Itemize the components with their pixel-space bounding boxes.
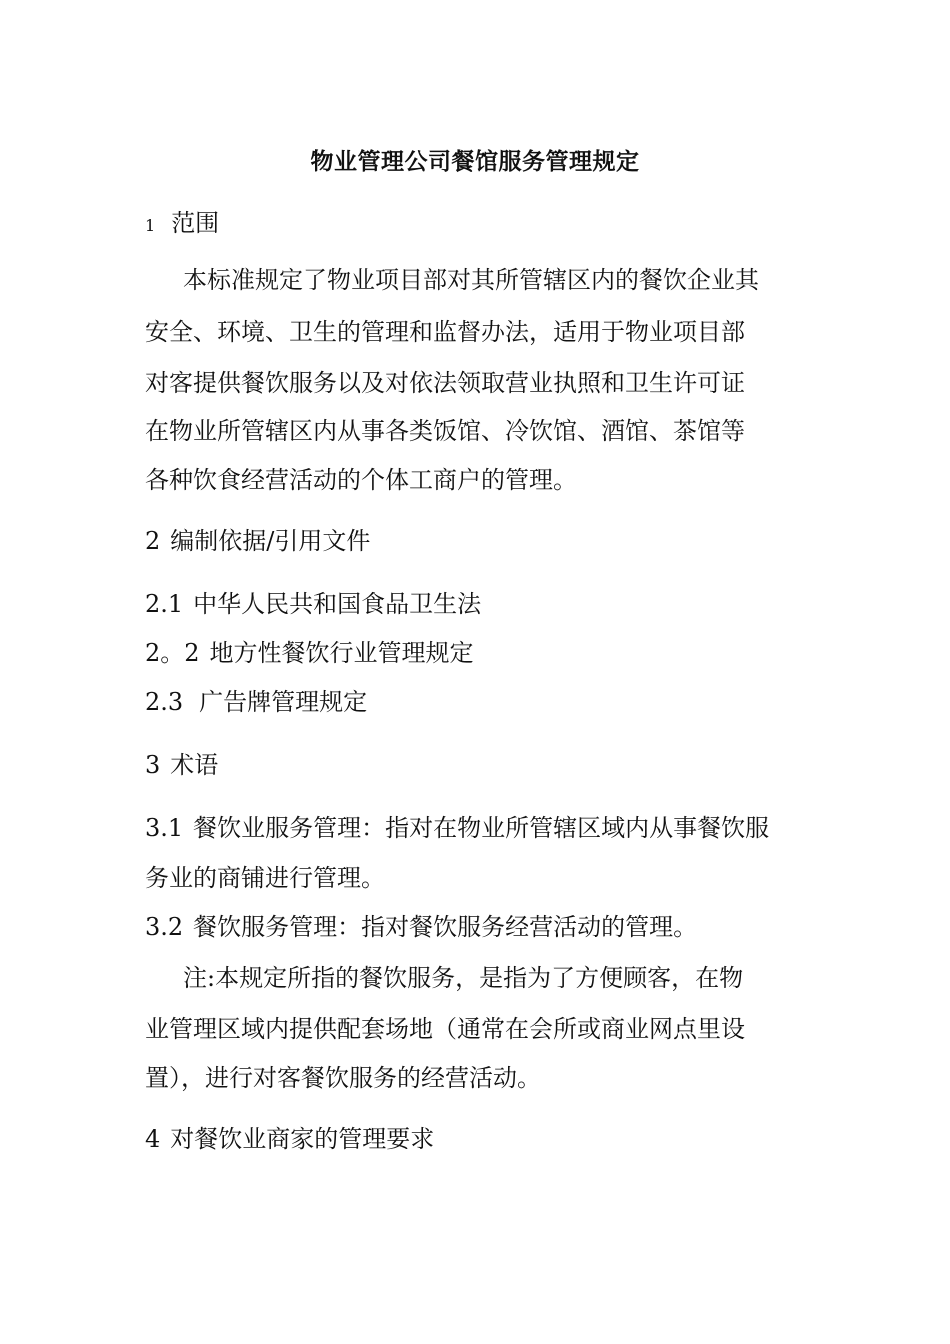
- section-1-title: 范围: [171, 209, 220, 237]
- section-2-item-text: 中华人民共和国食品卫生法: [193, 590, 482, 618]
- section-1-paragraph-line: 本标准规定了物业项目部对其所管辖区内的餐饮企业其: [183, 266, 759, 294]
- section-3-item-1: [145, 811, 769, 845]
- section-1-heading: [145, 206, 219, 243]
- section-4-heading: [145, 1122, 434, 1156]
- section-4-title: 对餐饮业商家的管理要求: [170, 1125, 435, 1153]
- section-3-item-number: 3.1: [145, 814, 184, 842]
- section-3-item-1-continuation: 务业的商铺进行管理。: [145, 864, 385, 892]
- section-1-paragraph-line: 各种饮食经营活动的个体工商户的管理。: [145, 466, 577, 494]
- section-2-item: [145, 587, 481, 621]
- section-3-item-text: 餐饮业服务管理：指对在物业所管辖区域内从事餐饮服: [193, 814, 770, 842]
- section-2-number: 2: [145, 527, 161, 555]
- section-1-paragraph-line: 在物业所管辖区内从事各类饭馆、冷饮馆、酒馆、茶馆等: [145, 417, 745, 445]
- section-2-item-number: 2。2: [145, 639, 200, 667]
- section-2-title: 编制依据/引用文件: [170, 527, 371, 555]
- note-line: 置），进行对客餐饮服务的经营活动。: [145, 1064, 541, 1092]
- note-line: 注:本规定所指的餐饮服务，是指为了方便顾客，在物: [183, 964, 744, 992]
- note-line: 业管理区域内提供配套场地（通常在会所或商业网点里设: [145, 1015, 745, 1043]
- section-3-item-2: [145, 910, 697, 944]
- section-3-heading: [145, 748, 218, 782]
- section-3-title: 术语: [170, 751, 219, 779]
- section-1-number: 1: [145, 216, 156, 235]
- section-2-item-number: 2.1: [145, 590, 184, 618]
- section-3-item-text: 餐饮服务管理：指对餐饮服务经营活动的管理。: [193, 913, 698, 941]
- section-2-item: [145, 636, 474, 670]
- section-2-item: [145, 685, 367, 719]
- section-2-item-text: 广告牌管理规定: [199, 688, 368, 716]
- document-title: 物业管理公司餐馆服务管理规定: [310, 148, 640, 175]
- section-2-item-text: 地方性餐饮行业管理规定: [209, 639, 474, 667]
- section-3-item-number: 3.2: [145, 913, 184, 941]
- section-1-paragraph-line: 对客提供餐饮服务以及对依法领取营业执照和卫生许可证: [145, 369, 745, 397]
- section-2-item-number: 2.3: [145, 688, 184, 716]
- section-4-number: 4: [145, 1125, 161, 1153]
- section-2-heading: [145, 524, 370, 558]
- section-3-number: 3: [145, 751, 161, 779]
- section-1-paragraph-line: 安全、环境、卫生的管理和监督办法，适用于物业项目部: [145, 318, 745, 346]
